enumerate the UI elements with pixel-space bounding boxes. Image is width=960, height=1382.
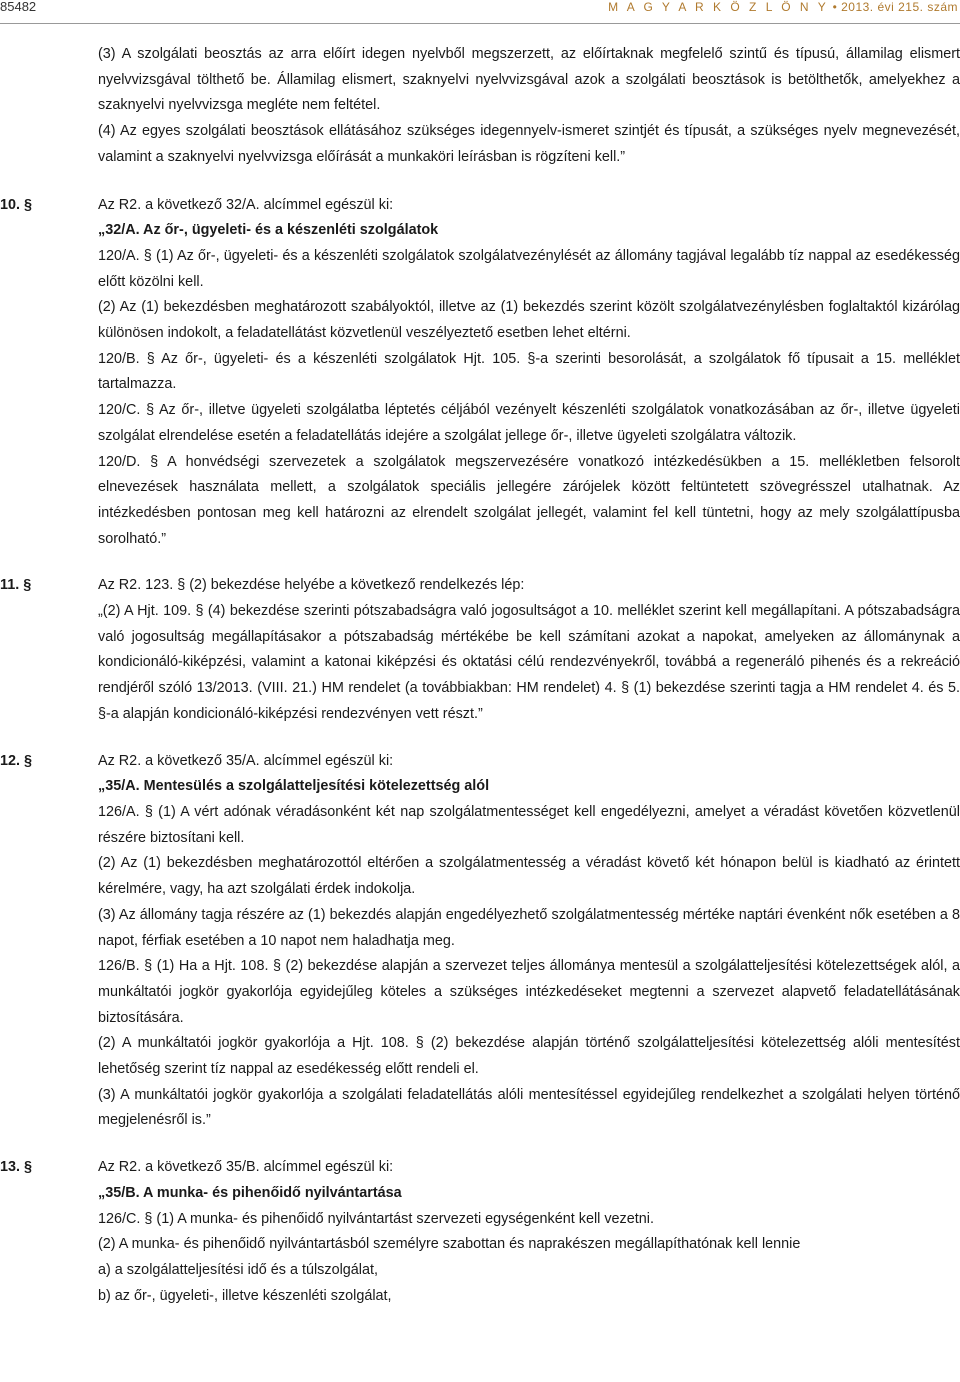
section-intro: Az R2. a következő 32/A. alcímmel egészül ki: bbox=[98, 196, 394, 213]
section-13 bbox=[0, 1155, 960, 1309]
page-number: 85482 bbox=[0, 0, 37, 14]
issue-number: • 2013. évi 215. szám bbox=[832, 0, 958, 14]
section-12 bbox=[0, 749, 960, 1135]
section-intro: Az R2. a következő 35/A. alcímmel egészül ki: bbox=[98, 752, 394, 769]
section-11 bbox=[0, 573, 960, 727]
paragraph: 126/C. § (1) A munka- és pihenőidő nyilvántartást szervezeti egységenként kell vezetni. bbox=[98, 1210, 654, 1227]
paragraph: 120/A. § (1) Az őr-, ügyeleti- és a készenléti szolgálatok szolgálatvezénylését az állomány tagjával legalább tíz nappal az esedékesség előtt közölni kell. bbox=[98, 247, 960, 290]
document-body bbox=[0, 42, 960, 1309]
paragraph: (3) Az állomány tagja részére az (1) bekezdés alapján engedélyezhető szolgálatmentesség mértéke naptári évenként nők esetében a 8 napot, férfiak esetében a 10 napot nem haladhatja meg. bbox=[98, 906, 960, 949]
journal-title-line bbox=[608, 0, 958, 14]
paragraph: (2) Az (1) bekezdésben meghatározottól eltérően a szolgálatmentesség a véradást követő két hónapon belül is kiadható az érintett kérelmére, vagy, ha azt szolgálati érdek indokolja. bbox=[98, 855, 960, 898]
paragraph: 120/B. § Az őr-, ügyeleti- és a készenléti szolgálatok Hjt. 105. §-a szerinti besorolását, a szolgálatok fő típusait a 15. melléklet tartalmazza. bbox=[98, 350, 960, 393]
paragraph-3: (3) A szolgálati beosztás az arra előírt idegen nyelvből megszerzett, az előírtaknak megfelelő szintű és típusú, államilag elismert nyelvvizsgával tölthető be. Államilag elismert, szaknyelvi nyelvvizsgával azok a szolgálati beosztások is betölthetők, amelyekhez a szaknyelvi nyelvvizsga megléte nem feltétel. bbox=[98, 46, 960, 114]
subtitle: „35/A. Mentesülés a szolgálatteljesítési kötelezettség alól bbox=[98, 778, 490, 795]
paragraph: (2) A munkáltatói jogkör gyakorlója a Hjt. 108. § (2) bekezdése alapján történő szolgálatteljesítési kötelezettség alóli mentesítést lehetőség szerint tíz nappal az esedékesség előtt rendeli el. bbox=[98, 1035, 960, 1078]
section-number: 12. § bbox=[0, 752, 33, 769]
section-number: 13. § bbox=[0, 1159, 33, 1176]
paragraph: 126/A. § (1) A vért adónak véradásonként két nap szolgálatmentességet kell engedélyezni, amelyet a véradást követően közvetlenül részére biztosítani kell. bbox=[98, 803, 960, 846]
paragraph: „(2) A Hjt. 109. § (4) bekezdése szerinti pótszabadságra való jogosultságot a 10. melléklet szerint kell megállapítani. A pótszabadságra való jogosultság megállapításakor a pótszabadság mértékébe be kell számítani azokat a napokat, amelyeken az állománynak a kondicionáló-kiképzési, valamint a katonai kiképzési és oktatási célú rendezvényekről, továbbá a regeneráló pihenés és a rekreáció rendjéről szóló 13/2013. (VIII. 21.) HM rendelet (a továbbiakban: HM rendelet) 4. § (1) bekezdése szerinti tagja a HM rendelet 4. és 5. §-a alapján kondicionáló-kiképzési rendezvényen vett részt.” bbox=[98, 603, 960, 722]
paragraph: 126/B. § (1) Ha a Hjt. 108. § (2) bekezdése alapján a szervezet teljes állománya mentesül a szolgálatteljesítési kötelezettségek alól, a munkáltatói jogkör gyakorlója egyidejűleg köteles a szükséges intézkedéseket megtenni a szervezet alapvető feladatellátásának biztosítására. bbox=[98, 958, 960, 1026]
journal-title: M A G Y A R K Ö Z L Ö N Y bbox=[608, 0, 829, 14]
paragraph: (2) Az (1) bekezdésben meghatározott szabályoktól, illetve az (1) bekezdés szerint közölt szolgálatvezénylésben foglaltaktól kizárólag különösen indokolt, a feladatellátást közvetlenül veszélyeztető esetben lehet eltérni. bbox=[98, 299, 960, 342]
section-intro: Az R2. 123. § (2) bekezdése helyébe a következő rendelkezés lép: bbox=[98, 577, 525, 594]
paragraph: 120/D. § A honvédségi szervezetek a szolgálatok megszervezésére vonatkozó intézkedésükben a 15. mellékletben felsorolt elnevezések használata mellett, a szolgálatok speciális jellegére zárójelek között feltüntetett szövegrésszel utalhatnak. Az intézkedésben pontosan meg kell határozni az elrendelt szolgálat jellegét, valamint fel kell tüntetni, hogy az mely szolgálattípusba sorolható.” bbox=[98, 453, 960, 547]
section-number: 10. § bbox=[0, 196, 33, 213]
paragraph: (3) A munkáltatói jogkör gyakorlója a szolgálati feladatellátás alóli mentesítéssel egyidejűleg rendelkezhet a szolgálati helyen történő megjelenésről is.” bbox=[98, 1086, 960, 1129]
list-item: b) az őr-, ügyeleti-, illetve készenléti szolgálat, bbox=[98, 1287, 392, 1304]
section-number: 11. § bbox=[0, 577, 32, 594]
header-rule bbox=[0, 23, 960, 24]
section-10 bbox=[0, 193, 960, 553]
section-intro: Az R2. a következő 35/B. alcímmel egészül ki: bbox=[98, 1159, 394, 1176]
list-item: a) a szolgálatteljesítési idő és a túlszolgálat, bbox=[98, 1261, 378, 1278]
paragraph: 120/C. § Az őr-, illetve ügyeleti szolgálatba léptetés céljából vezényelt készenléti szolgálatok vonatkozásában az őr-, illetve ügyeleti szolgálat elrendelése esetén a feladatellátás idejére a szolgálat jellege őr-, illetve ügyeleti szolgálatra változik. bbox=[98, 402, 960, 444]
page-header bbox=[0, 0, 960, 28]
paragraph: (2) A munka- és pihenőidő nyilvántartásból személyre szabottan és naprakészen megállapíthatónak kell lennie bbox=[98, 1236, 801, 1253]
subtitle: „32/A. Az őr-, ügyeleti- és a készenléti szolgálatok bbox=[98, 222, 439, 239]
subtitle: „35/B. A munka- és pihenőidő nyilvántartása bbox=[98, 1184, 402, 1201]
paragraph-4: (4) Az egyes szolgálati beosztások ellátásához szükséges idegennyelv-ismeret szintjét és típusát, a szükséges nyelv megnevezését, valamint a szaknyelvi nyelvvizsga előírását a munkaköri leírásban is rögzíteni kell.” bbox=[98, 123, 960, 165]
